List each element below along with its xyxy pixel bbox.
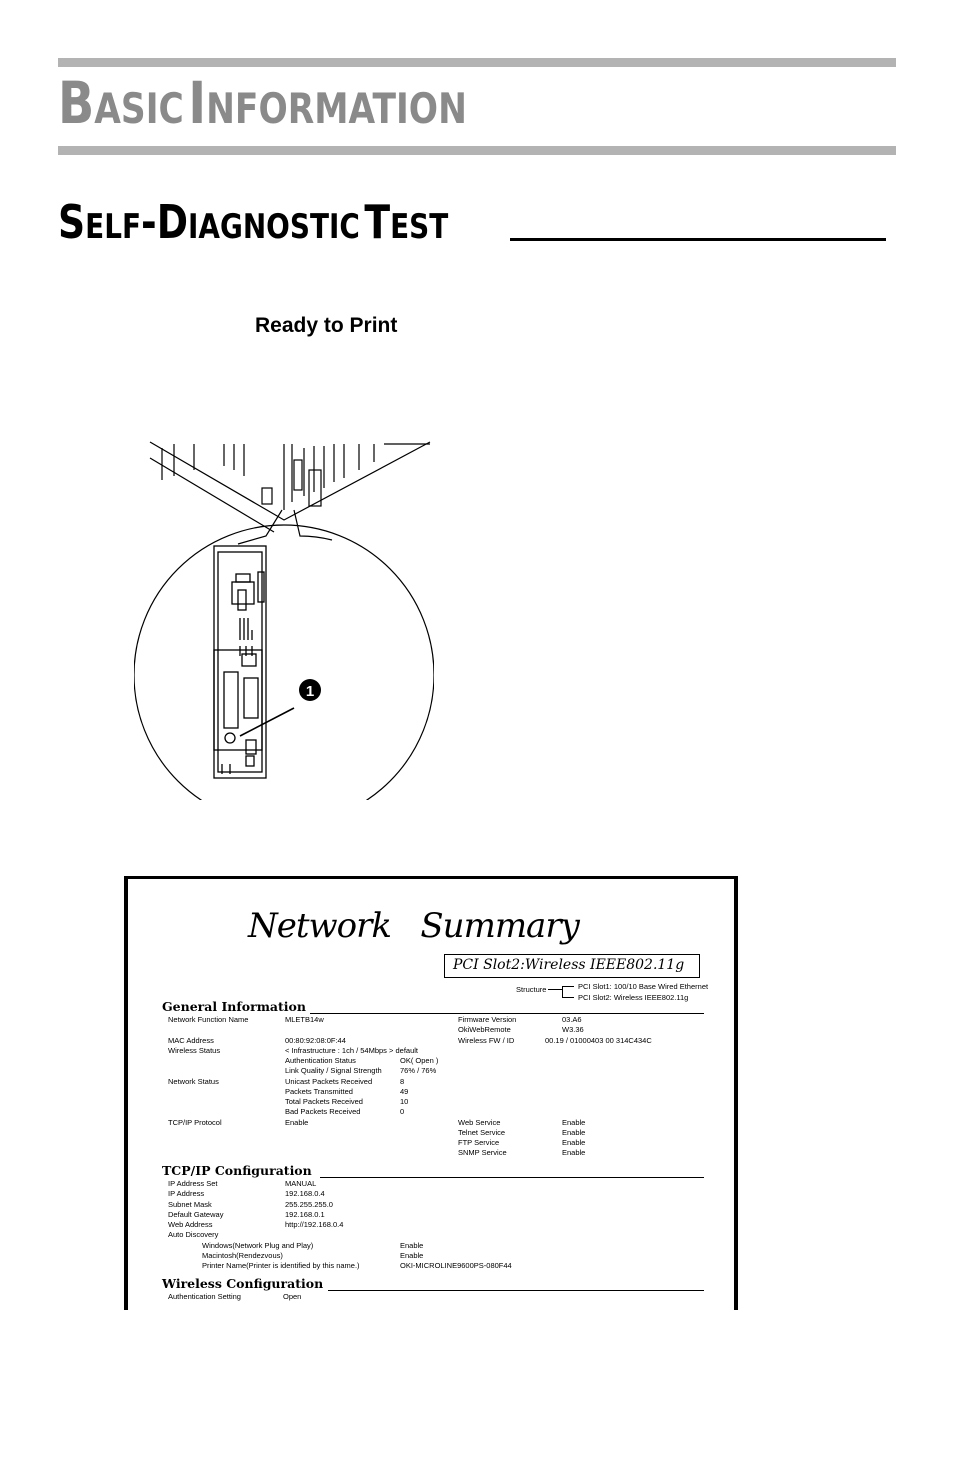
tcp-label-2: Subnet Mask	[168, 1200, 212, 1209]
wireless-config-heading: Wireless Configuration	[162, 1276, 324, 1291]
gi-right-label-4: Telnet Service	[458, 1128, 506, 1137]
gi-right-value-4: Enable	[562, 1128, 586, 1137]
section-initial-t: T	[364, 195, 391, 249]
structure-line	[548, 989, 562, 990]
gi-value-1: 00:80:92:08:0F:44	[285, 1036, 346, 1045]
gi-label-1: MAC Address	[168, 1036, 214, 1045]
gi-value-3: Authentication Status	[285, 1056, 356, 1065]
gi-label-9: TCP/IP Protocol	[168, 1118, 222, 1127]
header-rule-bottom	[58, 146, 896, 155]
wl-value-0: Open	[283, 1292, 302, 1301]
gi-right-label-1: OkiWebRemote	[458, 1025, 511, 1034]
gi-right-label-3: Web Service	[458, 1118, 501, 1127]
slot-box	[444, 954, 700, 978]
general-info-heading: General Information	[162, 999, 306, 1014]
gi-label-2: Wireless Status	[168, 1046, 221, 1055]
gi-right-value-0: 03.A6	[562, 1015, 582, 1024]
tcp-label-4: Web Address	[168, 1220, 213, 1229]
section-title	[58, 194, 448, 261]
tcp-label-5: Auto Discovery	[168, 1230, 219, 1239]
section-rest-elf: ELF	[85, 207, 142, 247]
gi-value-8: Bad Packets Received	[285, 1107, 361, 1116]
gi-right-label-2: Wireless FW / ID	[458, 1036, 515, 1045]
tcp-label-0: IP Address Set	[168, 1179, 218, 1188]
slot-box-text: PCI Slot2:Wireless IEEE802.11g	[453, 957, 685, 973]
gi-label-0: Network Function Name	[168, 1015, 249, 1024]
gi-right-value-5: Enable	[562, 1138, 586, 1147]
wl-label-0: Authentication Setting	[168, 1292, 241, 1301]
wireless-config-rule	[328, 1290, 704, 1291]
gi-extra-7: 10	[400, 1097, 409, 1106]
gi-value-5: Unicast Packets Received	[285, 1077, 373, 1086]
disc-value-2: OKI-MICROLINE9600PS-080F44	[400, 1261, 512, 1270]
gi-value-4: Link Quality / Signal Strength	[285, 1066, 382, 1075]
gi-right-value-2: 00.19 / 01000403 00 314C434C	[545, 1036, 652, 1045]
tcp-label-3: Default Gateway	[168, 1210, 224, 1219]
gi-right-label-6: SNMP Service	[458, 1148, 507, 1157]
printer-rear-illustration	[134, 440, 434, 800]
gi-label-5: Network Status	[168, 1077, 219, 1086]
general-info-rule	[310, 1013, 704, 1014]
structure-line-branch1	[562, 986, 574, 987]
disc-value-0: Enable	[400, 1241, 424, 1250]
header-rule-top	[58, 58, 896, 67]
gi-extra-6: 49	[400, 1087, 409, 1096]
sheet-border-top	[124, 876, 738, 879]
gi-value-9: Enable	[285, 1118, 309, 1127]
gi-extra-3: OK( Open )	[400, 1056, 439, 1065]
gi-value-0: MLETB14w	[285, 1015, 324, 1024]
section-rest-est: EST	[390, 207, 449, 247]
network-summary-printout	[124, 876, 738, 1310]
structure-slot1: PCI Slot1: 100/10 Base Wired Ethernet	[578, 982, 709, 991]
gi-extra-4: 76% / 76%	[400, 1066, 437, 1075]
gi-right-value-6: Enable	[562, 1148, 586, 1157]
tcp-value-0: MANUAL	[285, 1179, 317, 1188]
page-title	[58, 68, 467, 153]
title-initial-i: I	[188, 69, 207, 137]
title-rest-asic: ASIC	[94, 84, 184, 133]
gi-value-6: Packets Transmitted	[285, 1087, 353, 1096]
gi-extra-5: 8	[400, 1077, 405, 1086]
section-hyphen: -	[141, 195, 157, 249]
section-initial-s: S	[58, 195, 86, 249]
tcp-value-2: 255.255.255.0	[285, 1200, 333, 1209]
structure-label: Structure	[516, 985, 547, 994]
section-initial-d: D	[156, 195, 189, 249]
tcp-value-3: 192.168.0.1	[285, 1210, 325, 1219]
tcpip-config-heading: TCP/IP Configuration	[162, 1163, 312, 1178]
title-initial-b: B	[58, 69, 95, 137]
tcp-value-4: http://192.168.0.4	[285, 1220, 344, 1229]
section-title-underline	[510, 238, 886, 241]
network-summary-title: Network Summary	[248, 906, 579, 946]
disc-label-0: Windows(Network Plug and Play)	[202, 1241, 314, 1250]
gi-value-2: < Infrastructure : 1ch / 54Mbps > default	[285, 1046, 418, 1055]
gi-right-value-1: W3.36	[562, 1025, 584, 1034]
structure-slot2: PCI Slot2: Wireless IEEE802.11g	[578, 993, 689, 1002]
disc-label-2: Printer Name(Printer is identified by this name.)	[202, 1261, 360, 1270]
disc-label-1: Macintosh(Rendezvous)	[202, 1251, 283, 1260]
section-rest-iagnostic: IAGNOSTIC	[188, 207, 360, 247]
callout-number-1: 1	[305, 683, 315, 700]
disc-value-1: Enable	[400, 1251, 424, 1260]
title-rest-nformation: NFORMATION	[206, 84, 467, 133]
tcpip-config-rule	[320, 1177, 704, 1178]
gi-right-label-5: FTP Service	[458, 1138, 500, 1147]
gi-right-value-3: Enable	[562, 1118, 586, 1127]
tcp-label-1: IP Address	[168, 1189, 205, 1198]
structure-line-branch2	[562, 997, 574, 998]
gi-right-label-0: Firmware Version	[458, 1015, 517, 1024]
gi-extra-8: 0	[400, 1107, 405, 1116]
ready-to-print-label: Ready to Print	[255, 314, 398, 337]
gi-value-7: Total Packets Received	[285, 1097, 363, 1106]
sheet-border-left	[124, 876, 128, 1310]
tcp-value-1: 192.168.0.4	[285, 1189, 325, 1198]
sheet-border-right	[734, 876, 738, 1310]
